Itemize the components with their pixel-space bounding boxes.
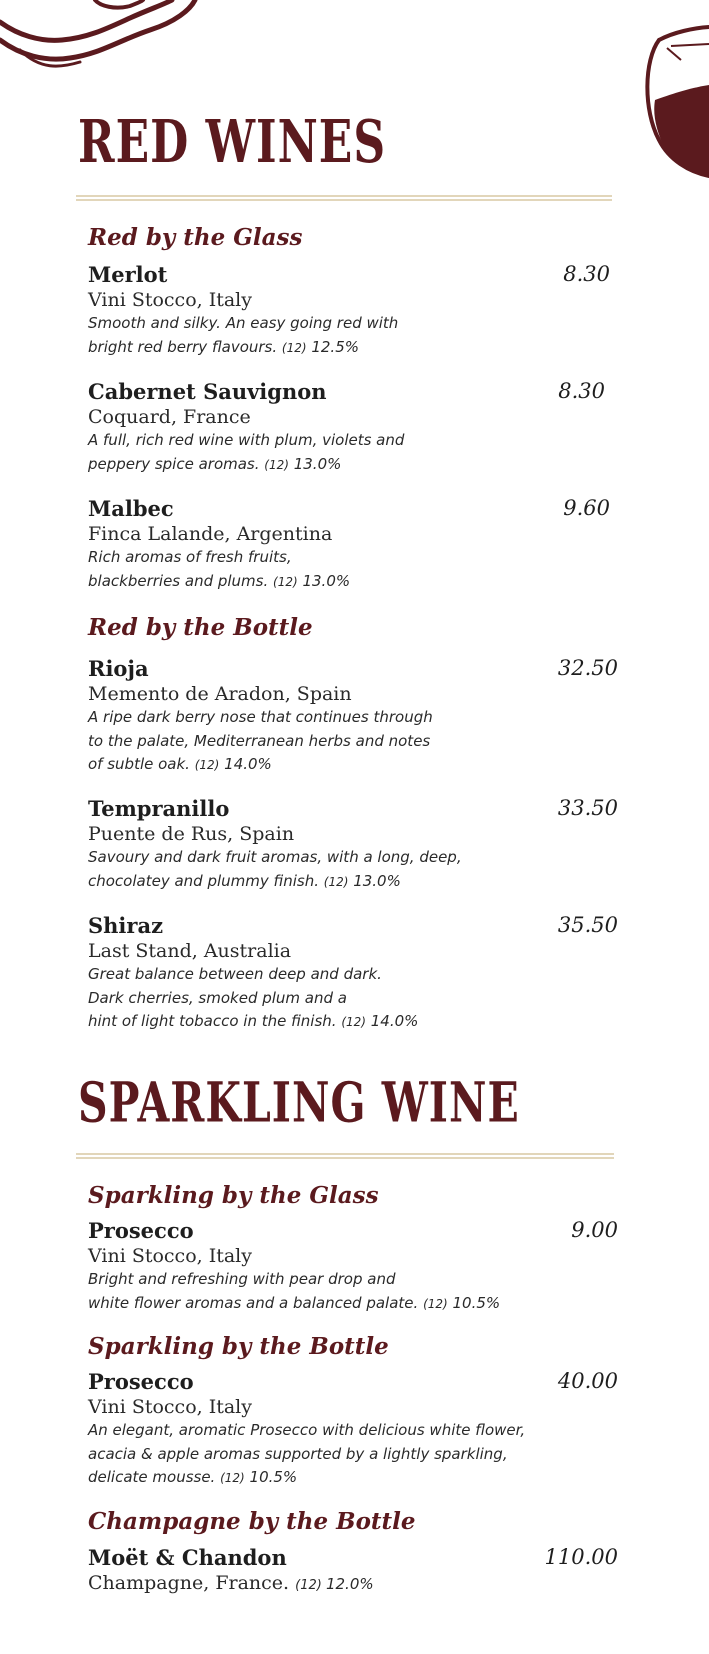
sparkling-by-the-bottle-heading: Sparkling by the Bottle — [88, 1333, 389, 1360]
wine-description: An elegant, aromatic Prosecco with delicious white flower, acacia & apple aromas supported by a lightly sparkling, delicate mousse. (12) 10.5% — [88, 1421, 526, 1486]
menu-item-prosecco-bottle — [88, 1369, 618, 1491]
wine-price: 32.50 — [557, 656, 618, 680]
wine-name: Merlot — [88, 262, 168, 287]
menu-item-moet-chandon — [88, 1545, 618, 1598]
wine-origin: Puente de Rus, Spain — [88, 823, 295, 845]
wine-description: Rich aromas of fresh fruits, blackberries and plums. (12) 13.0% — [88, 548, 351, 590]
wine-origin: Vini Stocco, Italy — [88, 1396, 252, 1418]
wine-origin: Vini Stocco, Italy — [88, 1245, 252, 1267]
wine-description: Smooth and silky. An easy going red with bright red berry flavours. (12) 12.5% — [88, 314, 399, 356]
menu-item-rioja — [88, 656, 618, 778]
wine-name: Tempranillo — [88, 796, 230, 821]
wine-description: Savoury and dark fruit aromas, with a long, deep, chocolatey and plummy finish. (12) 13.0% — [88, 848, 462, 890]
wine-description: A ripe dark berry nose that continues through to the palate, Mediterranean herbs and notes of subtle oak. (12) 14.0% — [88, 708, 433, 773]
wine-price: 8.30 — [563, 262, 610, 286]
wine-name: Cabernet Sauvignon — [88, 379, 327, 404]
champagne-by-the-bottle-heading: Champagne by the Bottle — [88, 1508, 416, 1535]
red-wines-title: RED WINES — [78, 108, 387, 177]
sparkling-wine-title: SPARKLING WINE — [78, 1070, 520, 1135]
section-divider — [76, 1153, 614, 1159]
menu-item-tempranillo — [88, 796, 618, 894]
wine-origin: Coquard, France — [88, 406, 251, 428]
wine-name: Moët & Chandon — [88, 1545, 287, 1570]
wine-glass-icon — [619, 0, 709, 180]
wine-price: 110.00 — [544, 1545, 618, 1569]
wine-price: 9.00 — [571, 1218, 618, 1242]
wine-price: 33.50 — [557, 796, 618, 820]
wine-name: Rioja — [88, 656, 149, 681]
wine-price: 40.00 — [557, 1369, 618, 1393]
menu-item-shiraz — [88, 913, 618, 1035]
wine-origin: Memento de Aradon, Spain — [88, 683, 352, 705]
wine-splash-outline-icon — [0, 0, 210, 70]
wine-origin: Last Stand, Australia — [88, 940, 292, 962]
menu-item-prosecco-glass — [88, 1218, 618, 1316]
red-by-the-bottle-heading: Red by the Bottle — [88, 614, 313, 641]
wine-description: Bright and refreshing with pear drop and white flower aromas and a balanced palate. (12) 10.5% — [88, 1270, 501, 1312]
wine-origin: Finca Lalande, Argentina — [88, 523, 333, 545]
wine-name: Shiraz — [88, 913, 164, 938]
menu-item-merlot — [88, 262, 610, 360]
menu-item-cabernet-sauvignon — [88, 379, 605, 477]
section-divider — [76, 195, 612, 201]
wine-description: Great balance between deep and dark. Dark cherries, smoked plum and a hint of light tobacco in the finish. (12) 14.0% — [88, 965, 419, 1030]
wine-origin: Champagne, France. (12) 12.0% — [88, 1572, 374, 1594]
wine-price: 8.30 — [558, 379, 605, 403]
wine-price: 35.50 — [557, 913, 618, 937]
sparkling-by-the-glass-heading: Sparkling by the Glass — [88, 1182, 379, 1209]
wine-description: A full, rich red wine with plum, violets and peppery spice aromas. (12) 13.0% — [88, 431, 405, 473]
menu-item-malbec — [88, 496, 610, 594]
wine-name: Prosecco — [88, 1218, 194, 1243]
red-by-the-glass-heading: Red by the Glass — [88, 224, 303, 251]
wine-origin: Vini Stocco, Italy — [88, 289, 252, 311]
wine-price: 9.60 — [563, 496, 610, 520]
wine-name: Malbec — [88, 496, 174, 521]
wine-name: Prosecco — [88, 1369, 194, 1394]
